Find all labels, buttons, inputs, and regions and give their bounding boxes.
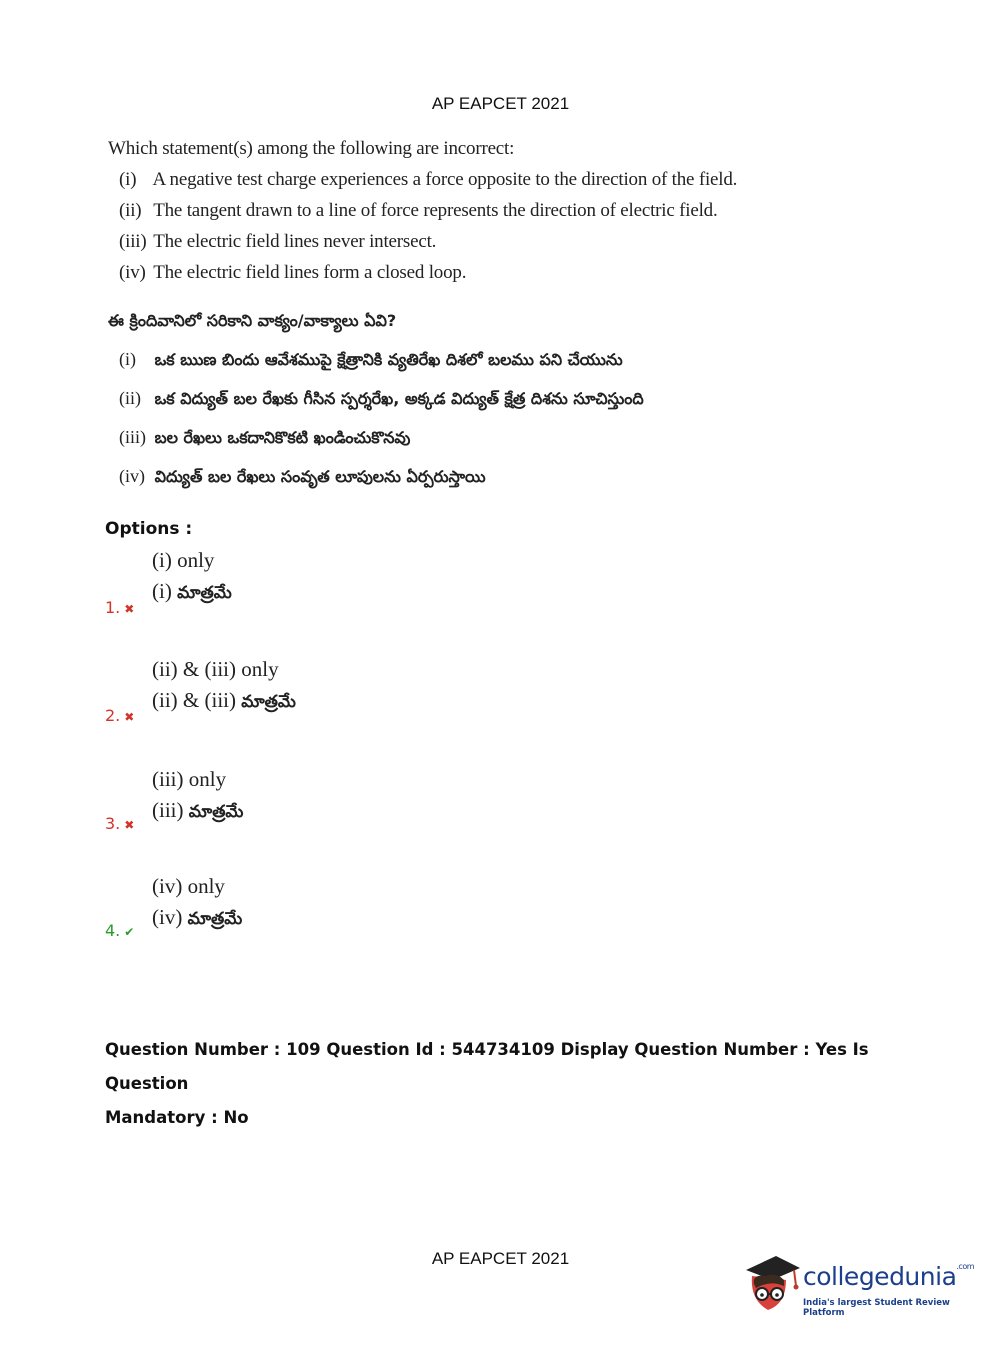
metadata-line-1: Question Number : 109 Question Id : 544734109 Display Question Number : Yes Is Question bbox=[105, 1040, 869, 1093]
option-text bbox=[152, 657, 296, 716]
mascot-icon bbox=[742, 1250, 802, 1318]
option-number: 3. ✖ bbox=[105, 814, 135, 833]
question-stem: Which statement(s) among the following are incorrect: bbox=[108, 138, 515, 159]
statement-number: (iii) bbox=[119, 427, 146, 447]
telugu-stem: ఈ క్రిందివానిలో సరికాని వాక్యం/వాక్యాలు ఏవి? bbox=[108, 311, 397, 330]
telugu-statement-i bbox=[119, 349, 908, 373]
wrong-mark-icon: ✖ bbox=[124, 818, 135, 832]
logo-wordmark: collegedunia$^{.com}$ bbox=[803, 1262, 975, 1291]
option-telugu: (iv) మాత్రమే bbox=[152, 905, 243, 929]
statement-number: (ii) bbox=[119, 200, 142, 221]
statement-number: (i) bbox=[119, 349, 136, 369]
correct-check-icon: ✔ bbox=[124, 925, 135, 939]
question-metadata bbox=[105, 1033, 905, 1135]
statement-iii bbox=[119, 231, 908, 253]
statement-number: (iv) bbox=[119, 262, 146, 283]
option-text bbox=[152, 548, 232, 607]
telugu-statement-iii bbox=[119, 427, 908, 451]
statement-text: A negative test charge experiences a force opposite to the direction of the field. bbox=[152, 169, 738, 190]
statement-text: The electric field lines form a closed loop. bbox=[153, 262, 467, 283]
option-english: (iv) only bbox=[152, 874, 225, 898]
option-telugu: (ii) & (iii) మాత్రమే bbox=[152, 688, 296, 712]
option-3[interactable] bbox=[105, 767, 705, 847]
option-text bbox=[152, 767, 243, 826]
option-number: 1. ✖ bbox=[105, 598, 135, 617]
option-english: (iii) only bbox=[152, 767, 227, 791]
option-telugu: (i) మాత్రమే bbox=[152, 579, 232, 603]
option-number: 4. ✔ bbox=[105, 921, 135, 940]
option-1[interactable] bbox=[105, 548, 705, 628]
option-text bbox=[152, 874, 242, 933]
statement-text: The electric field lines never intersect. bbox=[153, 231, 437, 252]
option-english: (ii) & (iii) only bbox=[152, 657, 279, 681]
statement-i bbox=[119, 169, 908, 191]
option-telugu: (iii) మాత్రమే bbox=[152, 798, 244, 822]
statement-text: విద్యుత్ బల రేఖలు సంవృత లూపులను ఏర్పరుస్తాయి bbox=[154, 467, 486, 486]
option-4[interactable] bbox=[105, 874, 705, 954]
telugu-statement-iv bbox=[119, 466, 908, 490]
page-header: AP EAPCET 2021 bbox=[431, 94, 570, 113]
statement-number: (ii) bbox=[119, 388, 141, 408]
statement-number: (i) bbox=[119, 169, 137, 190]
option-2[interactable] bbox=[105, 657, 705, 737]
question-telugu bbox=[108, 311, 908, 490]
statement-number: (iv) bbox=[119, 466, 145, 486]
statement-text: బల రేఖలు ఒకదానికొకటి ఖండించుకొనవు bbox=[154, 428, 411, 447]
question-english bbox=[108, 138, 908, 284]
wrong-mark-icon: ✖ bbox=[124, 710, 135, 724]
statement-number: (iii) bbox=[119, 231, 147, 252]
page-footer: AP EAPCET 2021 bbox=[431, 1249, 570, 1268]
telugu-statement-ii bbox=[119, 388, 908, 412]
statement-text: The tangent drawn to a line of force represents the direction of electric field. bbox=[153, 200, 718, 221]
statement-text: ఒక విద్యుత్ బల రేఖకు గీసిన స్పర్శరేఖ, అక్కడ విద్యుత్ క్షేత్ర దిశను సూచిస్తుంది bbox=[154, 389, 644, 408]
options-label: Options : bbox=[105, 519, 193, 539]
option-number: 2. ✖ bbox=[105, 706, 135, 725]
statement-iv bbox=[119, 262, 908, 284]
wrong-mark-icon: ✖ bbox=[124, 602, 135, 616]
statement-ii bbox=[119, 200, 908, 222]
collegedunia-logo bbox=[742, 1250, 975, 1318]
logo-tagline: India's largest Student Review Platform bbox=[803, 1298, 950, 1318]
statement-text: ఒక ఋణ బిందు ఆవేశముపై క్షేత్రానికి వ్యతిరేఖ దిశలో బలము పని చేయును bbox=[154, 350, 623, 369]
metadata-line-2: Mandatory : No bbox=[105, 1108, 249, 1127]
option-english: (i) only bbox=[152, 548, 215, 572]
